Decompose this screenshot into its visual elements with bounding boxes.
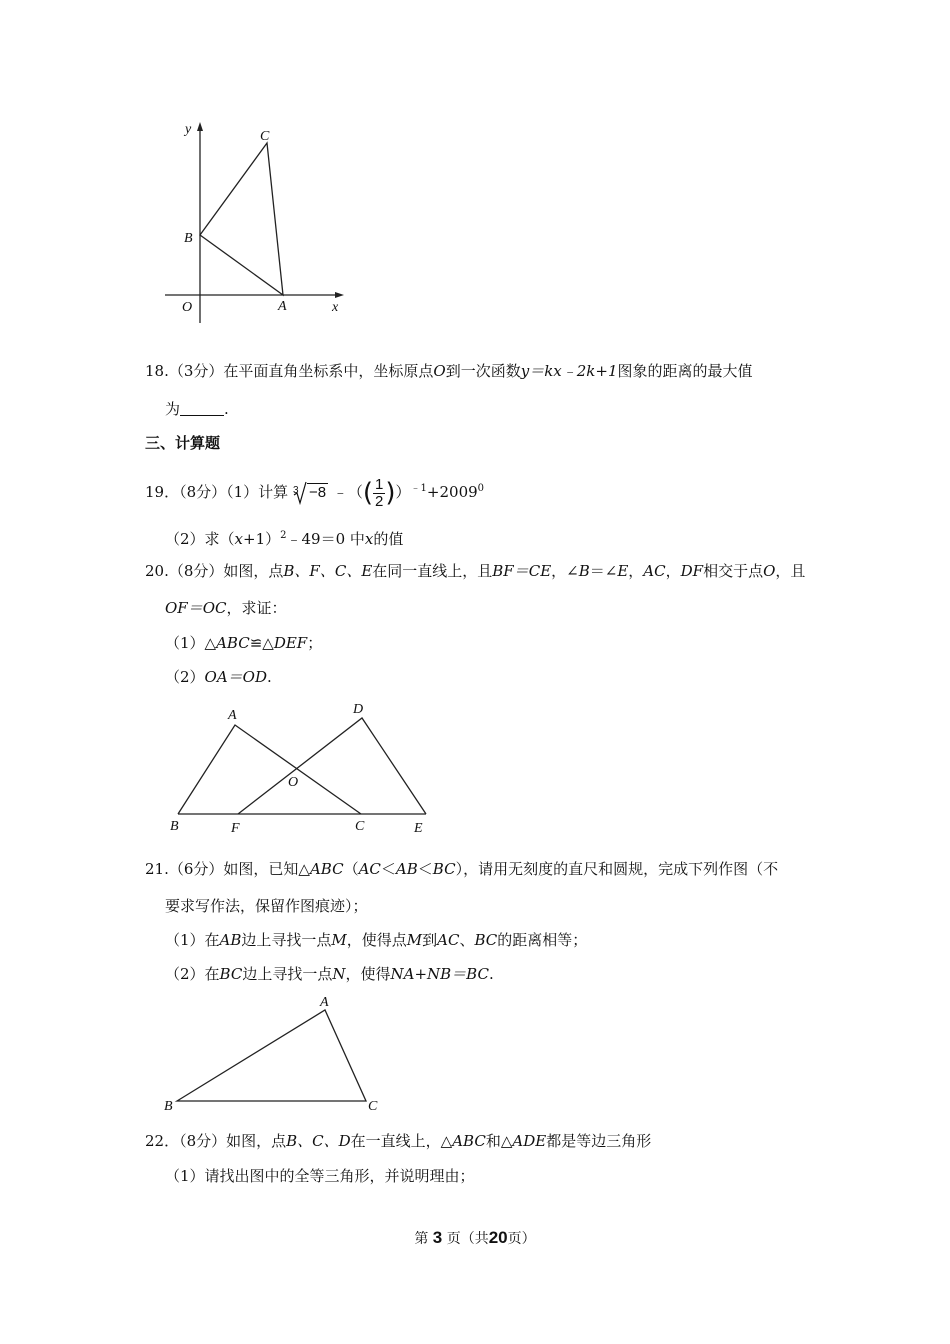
q20-part1: （1）△ABC≌△DEF； <box>165 634 323 652</box>
answer-blank <box>180 401 224 416</box>
triangle-abc <box>200 143 283 295</box>
q21-part1: （1）在AB边上寻找一点M，使得点M到AC、BC的距离相等； <box>165 931 588 949</box>
label-y: y <box>185 122 192 137</box>
q18-line2: 为 . <box>165 400 229 418</box>
q22-line1: 22．（8分）如图，点B、C、D在一直线上，△ABC和△ADE都是等边三角形 <box>145 1132 652 1150</box>
label-B: B <box>184 231 193 246</box>
q20-part2: （2）OA＝OD. <box>165 668 272 686</box>
figure-two-triangles <box>160 698 440 838</box>
label-O: O <box>182 300 193 315</box>
q19-line2: （2）求$(x+1)^2﹣49=0$ 中x的值 <box>165 530 404 548</box>
label-x: x <box>332 300 339 315</box>
triangle-abc <box>178 725 361 814</box>
x-axis-arrow-icon <box>335 292 344 298</box>
current-page: 3 <box>432 1228 443 1247</box>
page-footer: 第 3 页（共20页） <box>414 1228 536 1247</box>
q20-line1: 20.（8分）如图，点B、F、C、E在同一直线上，且BF＝CE，∠B＝∠E，AC，DF相交于点O，且 <box>145 562 806 580</box>
figure-coordinate-triangle <box>160 118 360 328</box>
q20-line2: OF＝OC，求证： <box>165 599 287 617</box>
fraction-half: $\frac{1}{2}$ <box>375 475 384 510</box>
y-axis-arrow-icon <box>197 122 203 131</box>
label-C: C <box>355 819 365 834</box>
q18-line1: 18.（3分）在平面直角坐标系中，坐标原点O到一次函数y＝kx﹣2k+1图象的距离的最大值 <box>145 362 753 380</box>
label-B: B <box>170 819 179 834</box>
label-A: A <box>320 995 329 1010</box>
q21-line2: 要求写作法，保留作图痕迹）； <box>165 897 368 915</box>
label-F: F <box>231 821 240 836</box>
q21-part2: （2）在BC边上寻找一点N，使得NA+NB＝BC. <box>165 965 494 983</box>
q21-line1: 21.（6分）如图，已知△ABC（AC＜AB＜BC），请用无刻度的直尺和圆规，完成下列作图（不 <box>145 860 779 878</box>
label-E: E <box>414 821 423 836</box>
label-D: D <box>353 702 364 717</box>
figure-triangle-abc <box>160 990 390 1115</box>
total-pages: 20 <box>488 1228 508 1247</box>
q22-part1: （1）请找出图中的全等三角形，并说明理由； <box>165 1167 475 1185</box>
label-O: O <box>288 775 299 790</box>
label-B: B <box>164 1099 173 1114</box>
label-A: A <box>278 299 287 314</box>
cube-root: 3 −8 <box>293 476 328 510</box>
triangle-abc <box>177 1010 366 1101</box>
label-A: A <box>228 708 237 723</box>
label-C: C <box>368 1099 378 1114</box>
q19-line1: 19．（8分）（1）计算 3 −8 ﹣（( $\frac{1}{2}$ )）$^{﹣1}+2009^0$ <box>145 475 485 510</box>
label-C: C <box>260 129 270 144</box>
section-title: 三、计算题 <box>145 434 221 452</box>
triangle-def <box>238 718 426 814</box>
